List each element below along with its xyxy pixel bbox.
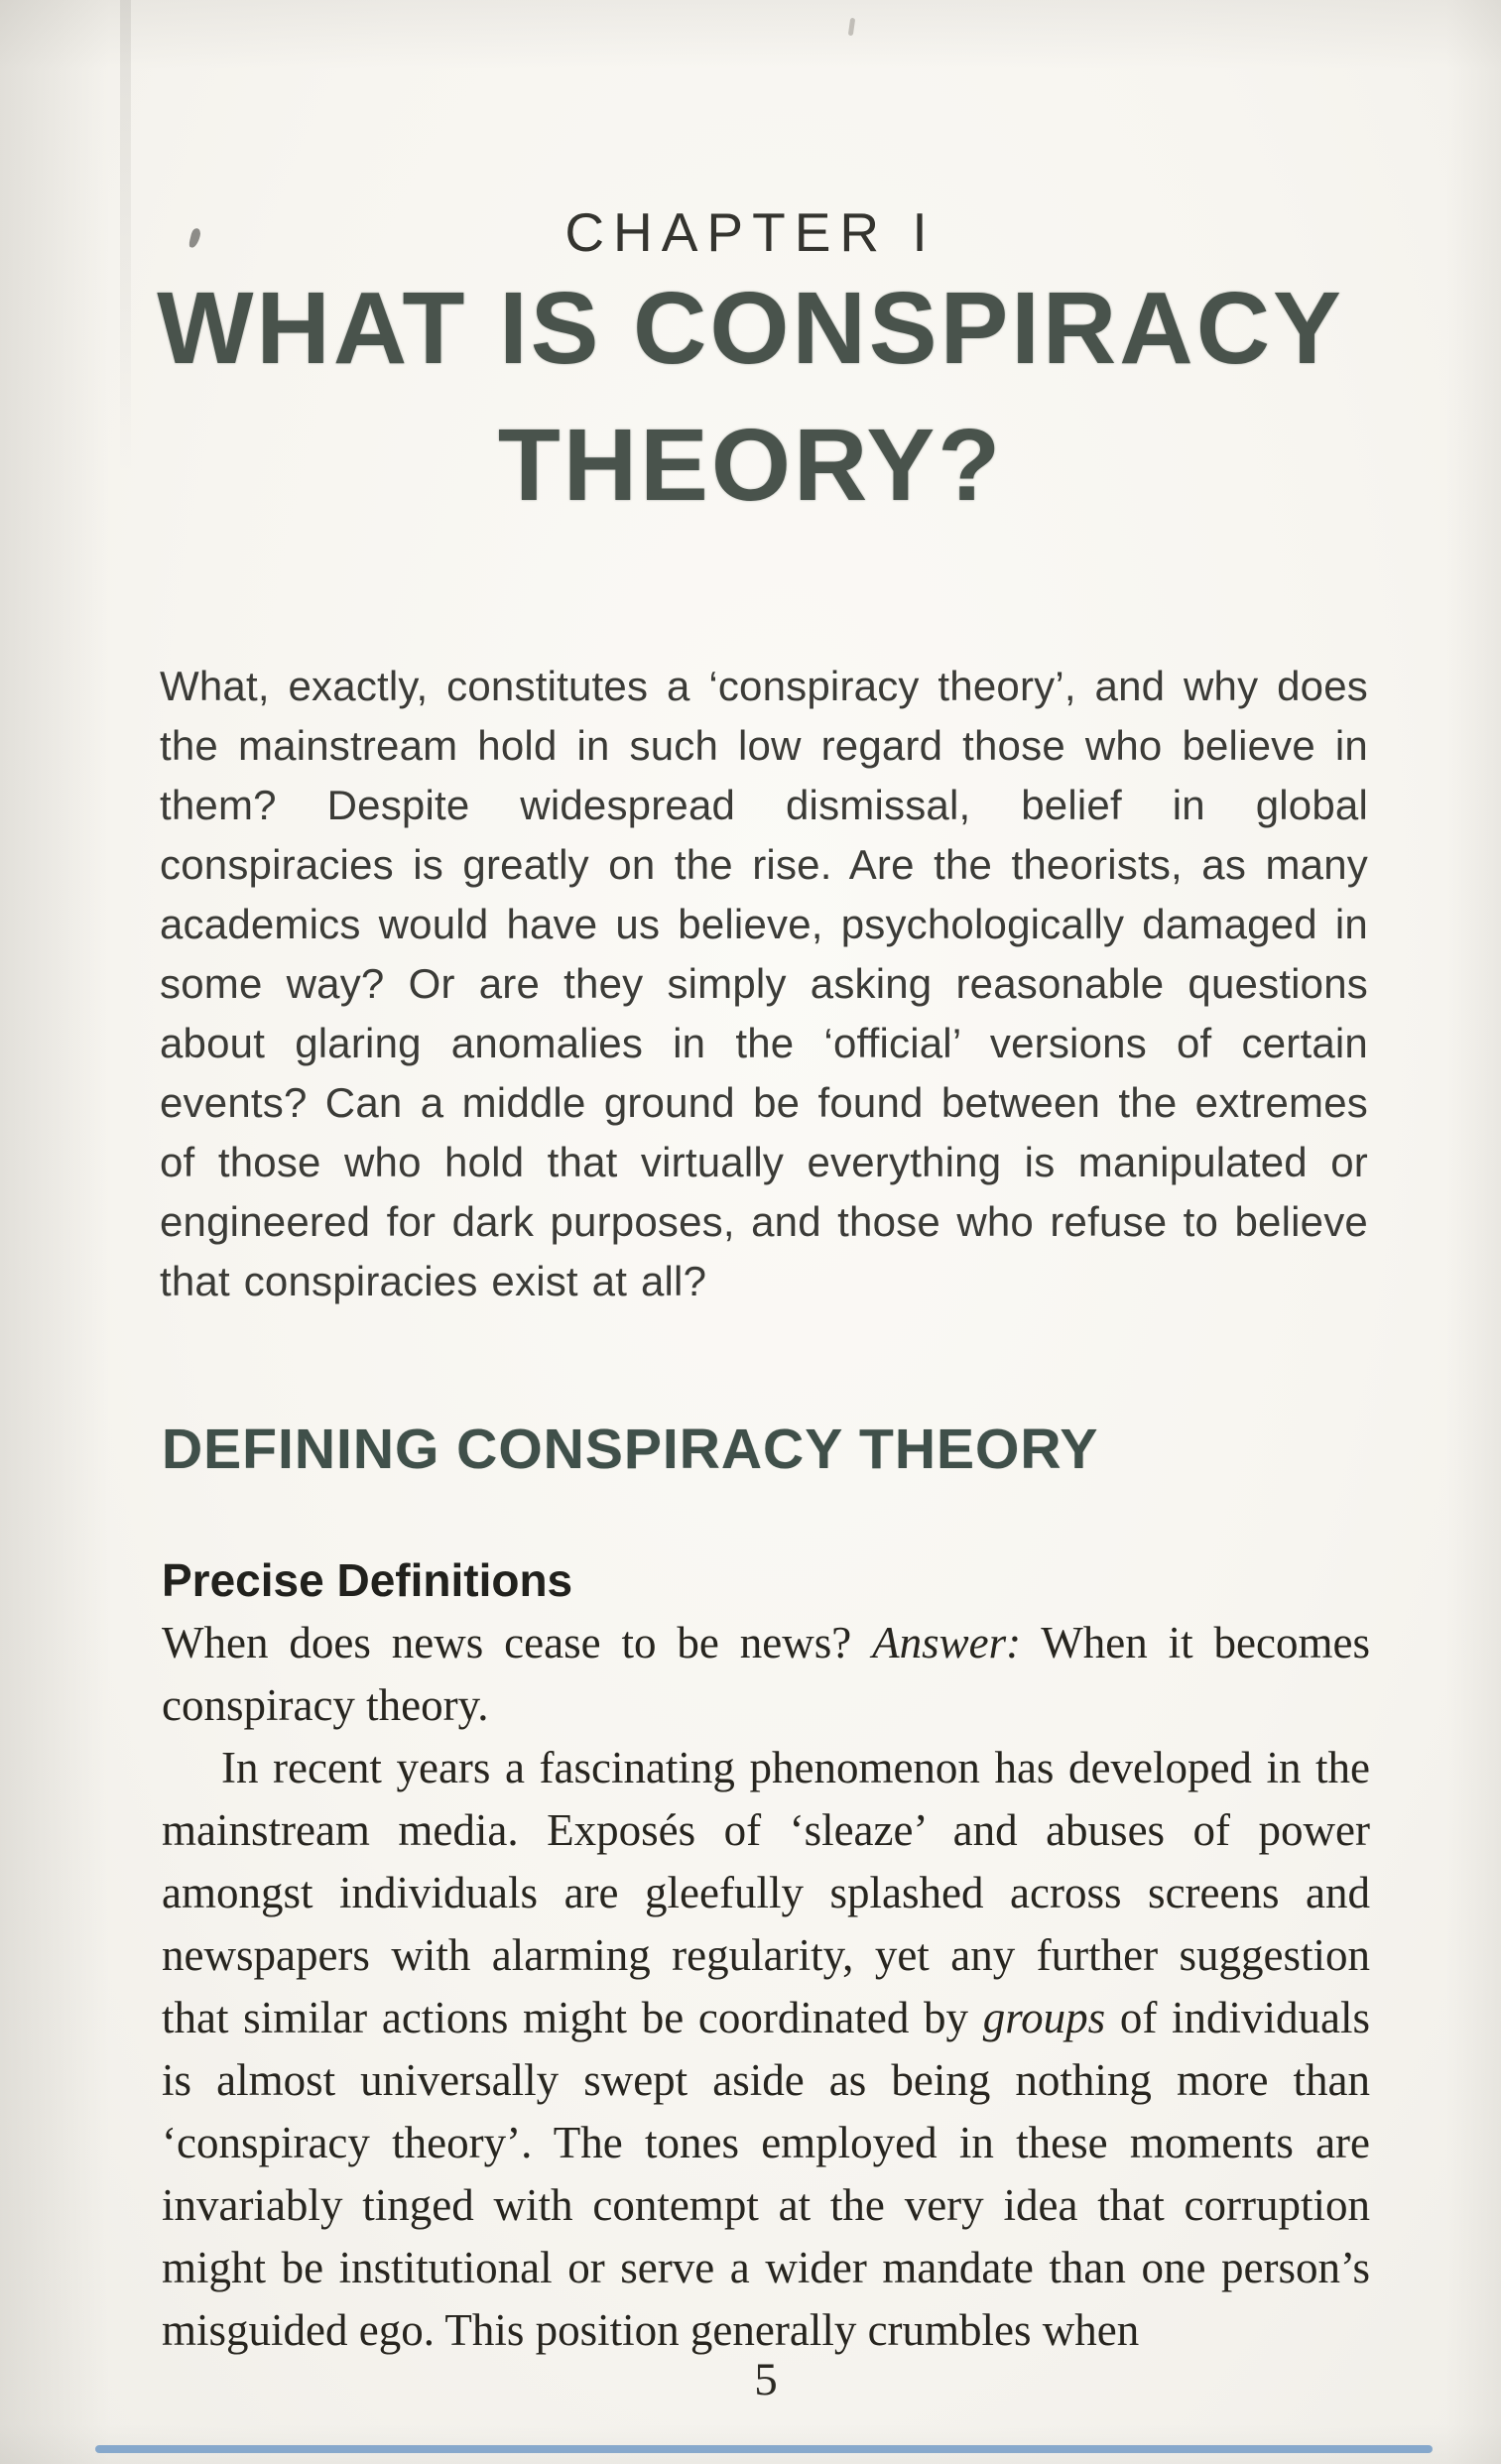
- chapter-title-line-1: WHAT IS CONSPIRACY: [157, 271, 1344, 385]
- subsection-heading: Precise Definitions: [162, 1554, 573, 1606]
- chapter-title: [0, 260, 1501, 534]
- chapter-title-line-2: THEORY?: [497, 408, 1004, 522]
- intro-paragraph: What, exactly, constitutes a ‘conspiracy theory’, and why does the mainstream hold in such low regard those who believe in them? Despite widespread dismissal, belief in global conspiracies is greatly on the rise. Are the theorists, as many academics would have us believe, psychologically damaged in some way? Or are they simply asking reasonable questions about glaring anomalies in the ‘official’ versions of certain events? Can a middle ground be found between the extremes of those who hold that virtually everything is manipulated or engineered for dark purposes, and those who refuse to believe that conspiracies exist at all?: [160, 663, 1368, 1304]
- paragraph-text: of individuals is almost universally swept aside as being nothing more than ‘conspiracy theory’. The tones employed in these moments are invariably tinged with contempt at the very idea that corruption might be institutional or serve a wider mandate than one person’s misguided ego. This position generally crumbles when: [162, 1993, 1370, 2355]
- body-text-block: [162, 1549, 1370, 2362]
- scan-bottom-blue-line: [95, 2445, 1433, 2453]
- scan-edge-shadow-top: [0, 0, 1501, 69]
- scan-edge-shadow-bottom: [0, 2424, 1501, 2464]
- body-paragraph-1: [162, 1612, 1370, 1737]
- paragraph-text: In recent years a fascinating phenomenon has developed in the mainstream media. Exposés of ‘sleaze’ and abuses of power amongst individuals are gleefully splashed across screens and newspapers with alarming regularity, yet any further suggestion that similar actions might be coordinated by: [162, 1743, 1370, 2042]
- chapter-label: CHAPTER I: [564, 201, 937, 263]
- paragraph-text: When does news cease to be news?: [162, 1618, 873, 1667]
- italic-phrase: groups: [982, 1993, 1106, 2042]
- italic-phrase: Answer:: [872, 1618, 1022, 1667]
- paragraph-text: When it becomes conspiracy theory.: [162, 1618, 1370, 1730]
- body-paragraph-2: [162, 1737, 1370, 2362]
- section-heading: DEFINING CONSPIRACY THEORY: [162, 1417, 1099, 1481]
- page-number: 5: [754, 2354, 778, 2405]
